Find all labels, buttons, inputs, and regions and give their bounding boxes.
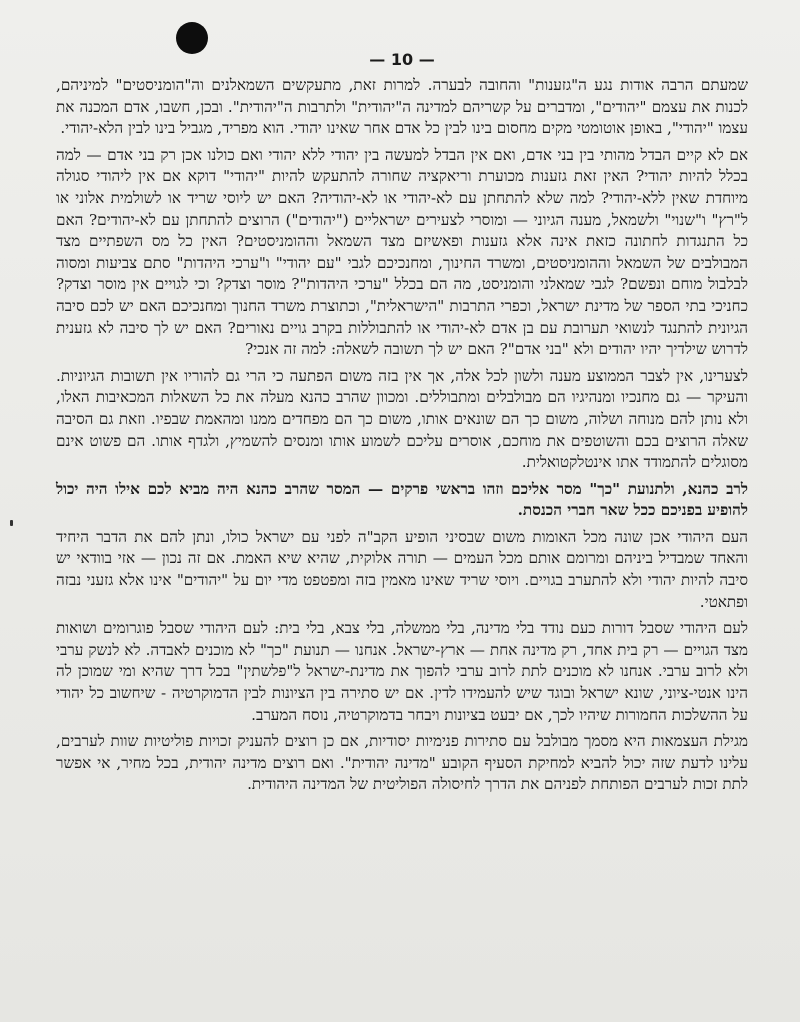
paragraph-1: שמעתם הרבה אודות נגע ה"גזענות" והחובה לבערה. למרות זאת, מתעקשים השמאלנים וה"הומניסטים" למיניהם, לכנות את עצמם "יהודים", ומדברים על קשריהם למדינה ה"יהודית" ולתרבות ה"יהודית". ובכן, חשבו, אדם המכנה את עצמו "יהודי", באופן אוטומטי מקים מחסום בינו לבין כל אדם אחר שאינו יהודי. הוא מפריד, מגביל בינו לבין הלא-יהודי. xyxy=(56,76,748,138)
margin-mark xyxy=(10,520,13,526)
paragraph-3: לצערינו, אין לצבר הממוצע מענה ולשון לכל אלה, אך אין בזה משום הפתעה כי הרי גם להוריו אין תשובות הגיוניות. והעיקר — גם מחנכיו ומנהיגיו הם מבולבלים ומתבוללים. ומכוון שהרב כהנא מעלה את כל השאלות המכאיבות האלו, ולא נותן להם מנוחה ושלוה, משום כך הם שונאים אותו, משום כך הם מפחדים ממנו ומהאמת שבפיו. וזאת גם הסיבה שאלה הרוצים בכם והשוטפים את מוחכם, אוסרים עליכם לשמוע אותו ומנסים להשמיץ, ולגדף אותו. הם פשוט אינם מסוגלים להתמודד אתו אינטלקטואלית. xyxy=(56,366,748,472)
document-body xyxy=(56,75,748,796)
paragraph-5: העם היהודי אכן שונה מכל האומות משום שבסיני הופיע הקב"ה לפני עם ישראל כולו, ונתן להם את הדבר היחיד והאחד שמבדיל ביניהם ומרומם אותם מכל העמים — תורה אלוקית, שהיא שיא האמת. אם זה נכון — אזי בוודאי יש סיבה להיות יהודי ולא להתערב בגויים. ויוסי שריד שאינו מאמין בזה ומפטפט מדי יום על "יהודים" אינו אלא גזעני נבזה ופתאטי. xyxy=(56,527,748,611)
paragraph-6: לעם היהודי שסבל דורות כעם נודד בלי מדינה, בלי ממשלה, בלי צבא, בלי בית: לעם היהודי שסבל פוגרומים ושואות מצד הגויים — רק בית אחד, רק מדינה אחת — ארץ-ישראל. אנחנו — תנועת "כך" לא מוכנים לאבדה. לא לנשק ערבי ולא לרוב ערבי. אנחנו לא מוכנים לתת לרוב ערבי להפוך את מדינת-ישראל ל"פלשתין" בכל דרך שהיא ומי שמוכן לה הינו אנטי-ציוני, שונא ישראל ובוגד שיש להעמידו לדין. אם יש סתירה בין הציונות לבין הדמוקרטיה - שיחשוב כל יהודי על ההשלכות החמורות שיהיו לכך, אם יבעט בציונות ויבחר בדמוקרטיה, נוסח המערב. xyxy=(56,619,748,724)
page-number: — 10 — xyxy=(369,50,435,69)
paragraph-7: מגילת העצמאות היא מסמך מבולבל עם סתירות פנימיות יסודיות, אם כן רוצים להעניק זכויות פוליטיות שוות לערבים, עלינו לדעת שזה יכול להביא למחיקת הסעיף הקובע "מדינה יהודית". ואם רוצים מדינה יהודית, בכל מחיר, אי אפשר לתת זכות לערבים הפותחת לפניהם את הדרך לחיסולה הפוליטית של המדינה היהודית. xyxy=(56,732,748,794)
paragraph-bold-statement: לרב כהנא, ולתנועת "כך" מסר אליכם וזהו בראשי פרקים — המסר שהרב כהנא היה מביא לכם אילו היה יכול להופיע בפניכם ככל שאר חברי הכנסת. xyxy=(56,479,748,520)
punch-hole xyxy=(176,22,208,54)
paragraph-2: אם לא קיים הבדל מהותי בין בני אדם, ואם אין הבדל למעשה בין יהודי ללא יהודי ואם כולנו אכן רק בני אדם — למה בכלל להיות יהודי? האין זאת גזענות מכוערת וריאקציה שחורה להתעקש להיות "יהודי" דוקא אם אין ליהודי סגולה מיוחדת שאין ללא-יהודי? למה שלא להתחתן עם לא-יהודי או לא-יהודיה? האם יש ליוסי שריד או לשולמית אלוני או ל"רץ" ו"שנוי" ולשמאל, מענה הגיוני — ומוסרי לצעירים ישראליים ("יהודים") הרוצים להתחתן עם לא-יהודים? האם כל התנגדות לחתונה כזאת אינה אלא גזענות ופאשיזם מצד השמאל וההומניסטים? האין כל מס השפתיים מצד המבולבים של השמאל וההומניסטים, ומשרד החינוך, ומחנכיכם לגבי "עם יהודי" ו"ערכי היהדות" סתם צביעות ומסוה לבלבול מוחם ונפשם? לגבי שמאלני והומניסט, מה הם בכלל "ערכי היהדות"? מוסר וצדק? וכי לגויים אין מוסר וצדק? כחניכי בתי הספר של מדינת ישראל, וכפרי התרבות "הישראלית", וכתוצרת משרד החנוך ומחנכיכם האם יש לכם סיבה הגיונית להתנגד לנשואי תערובת עם בן אדם לא-יהודי או להתבוללות בקרב גויים נאורים? האם יש לך סיבה לא גזענית לדרוש שילדיך יהיו יהודים ולא "בני אדם"? האם יש לך תשובה לשאלה: למה זה אנכי? xyxy=(56,145,748,359)
